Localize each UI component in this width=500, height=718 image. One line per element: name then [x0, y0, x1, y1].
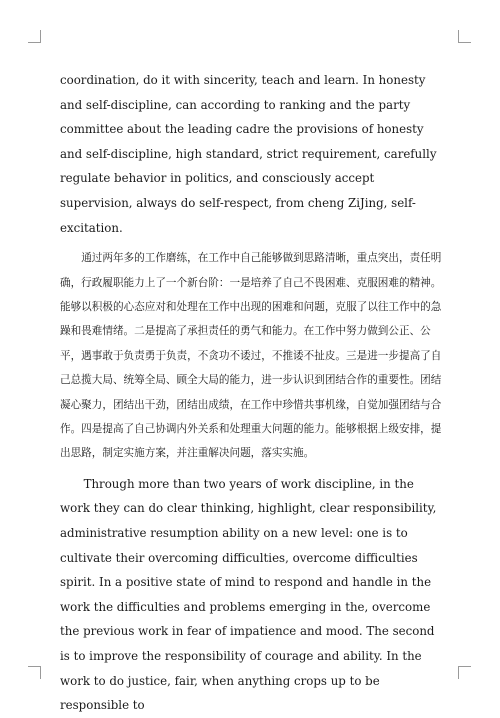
paragraph-english-continued: coordination, do it with sincerity, teach and learn. In honesty and self-discipline, can according to ranking and the party committee about the leading cadre the provisions of honesty and self-discipline, high standard, strict requirement, carefully regulate behavior in politics, and consciously accept supervision, always do self-respect, from cheng ZiJing, self-excitation. [60, 73, 437, 235]
paragraph-chinese: 通过两年多的工作磨练，在工作中自己能够做到思路清晰，重点突出，责任明确，行政履职能力上了一个新台阶：一是培养了自己不畏困难、克服困难的精神。能够以积极的心态应对和处理在工作中出现的困难和问题，克服了以往工作中的急躁和畏难情绪。二是提高了承担责任的勇气和能力。在工作中努力做到公正、公平，遇事敢于负责勇于负责，不贪功不诿过，不推诿不扯皮。三是进一步提高了自己总揽大局、统筹全局、顾全大局的能力，进一步认识到团结合作的重要性。团结凝心聚力，团结出干劲，团结出成绩，在工作中珍惜共事机缘，自觉加强团结与合作。四是提高了自己协调内外关系和处理重大问题的能力。能够根据上级安排，提出思路，制定实施方案，并注重解决问题，落实实施。 [60, 252, 442, 460]
paragraph-english-translation: Through more than two years of work discipline, in the work they can do clear thinking, highlight, clear responsibility, administrative resumption ability on a new level: one is to cultivate their overcoming difficulties, overcome difficulties spirit. In a positive state of mind to respond and handle in the work the difficulties and problems emerging in the, overcome the previous work in fear of impatience and mood. The second is to improve the responsibility of courage and ability. In the work to do justice, fair, when anything crops up to be responsible to [60, 476, 437, 713]
crop-mark-bottom-left [28, 666, 41, 679]
crop-mark-bottom-right [458, 666, 471, 679]
crop-mark-top-right [458, 30, 471, 43]
page-body [60, 68, 442, 718]
crop-mark-top-left [28, 30, 41, 43]
